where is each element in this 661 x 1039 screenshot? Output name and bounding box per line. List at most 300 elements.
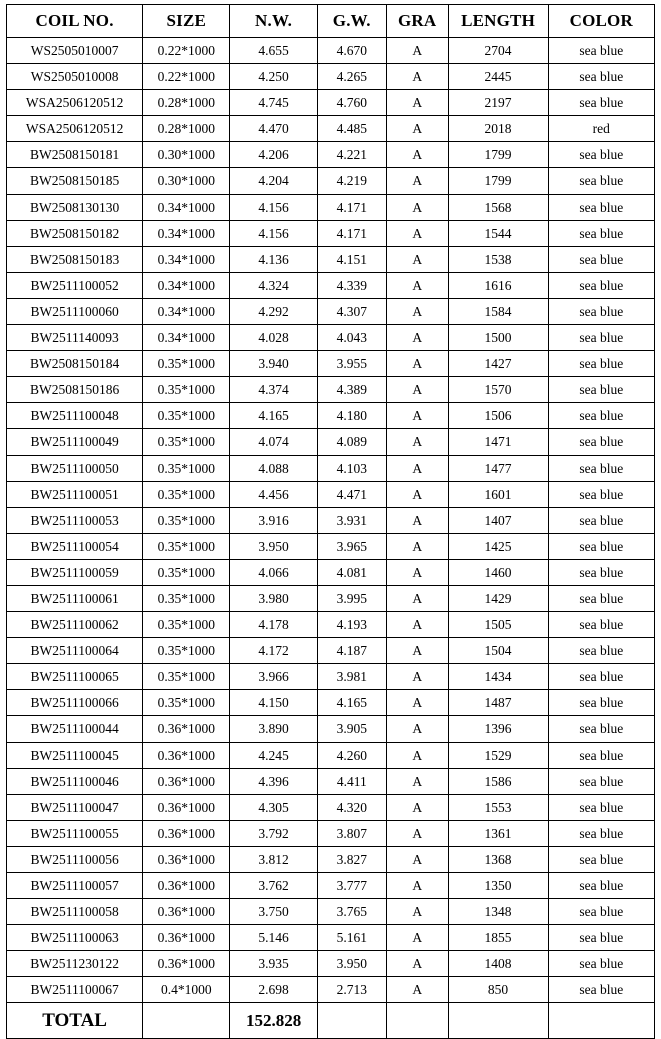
cell-gw: 4.307 bbox=[317, 298, 386, 324]
cell-nw: 4.150 bbox=[230, 690, 317, 716]
cell-coil-no: BW2508150181 bbox=[7, 142, 143, 168]
cell-gra: A bbox=[386, 585, 448, 611]
cell-nw: 4.250 bbox=[230, 64, 317, 90]
cell-size: 0.35*1000 bbox=[143, 638, 230, 664]
cell-nw: 4.156 bbox=[230, 220, 317, 246]
cell-nw: 4.292 bbox=[230, 298, 317, 324]
cell-length: 1586 bbox=[448, 768, 548, 794]
cell-length: 1601 bbox=[448, 481, 548, 507]
cell-color: sea blue bbox=[548, 246, 654, 272]
cell-length: 1855 bbox=[448, 925, 548, 951]
table-row bbox=[7, 168, 655, 194]
cell-length: 1487 bbox=[448, 690, 548, 716]
total-gra bbox=[386, 1003, 448, 1039]
cell-color: sea blue bbox=[548, 377, 654, 403]
cell-color: sea blue bbox=[548, 168, 654, 194]
cell-length: 1584 bbox=[448, 298, 548, 324]
cell-coil-no: BW2511100064 bbox=[7, 638, 143, 664]
cell-gw: 4.219 bbox=[317, 168, 386, 194]
cell-gra: A bbox=[386, 481, 448, 507]
cell-color: sea blue bbox=[548, 638, 654, 664]
cell-gra: A bbox=[386, 64, 448, 90]
cell-color: sea blue bbox=[548, 612, 654, 638]
cell-nw: 3.750 bbox=[230, 899, 317, 925]
cell-length: 2704 bbox=[448, 38, 548, 64]
cell-nw: 4.172 bbox=[230, 638, 317, 664]
cell-nw: 4.655 bbox=[230, 38, 317, 64]
cell-coil-no: BW2511100051 bbox=[7, 481, 143, 507]
table-row bbox=[7, 899, 655, 925]
cell-gra: A bbox=[386, 38, 448, 64]
cell-gw: 4.320 bbox=[317, 794, 386, 820]
cell-gra: A bbox=[386, 220, 448, 246]
cell-color: sea blue bbox=[548, 325, 654, 351]
cell-size: 0.4*1000 bbox=[143, 977, 230, 1003]
cell-coil-no: BW2511100050 bbox=[7, 455, 143, 481]
cell-color: sea blue bbox=[548, 873, 654, 899]
cell-size: 0.30*1000 bbox=[143, 168, 230, 194]
cell-size: 0.36*1000 bbox=[143, 846, 230, 872]
cell-length: 1350 bbox=[448, 873, 548, 899]
table-row bbox=[7, 377, 655, 403]
cell-gw: 3.777 bbox=[317, 873, 386, 899]
cell-length: 1429 bbox=[448, 585, 548, 611]
cell-nw: 5.146 bbox=[230, 925, 317, 951]
cell-gra: A bbox=[386, 533, 448, 559]
cell-gra: A bbox=[386, 168, 448, 194]
cell-size: 0.36*1000 bbox=[143, 768, 230, 794]
cell-gra: A bbox=[386, 455, 448, 481]
table-row bbox=[7, 429, 655, 455]
cell-gw: 5.161 bbox=[317, 925, 386, 951]
total-gw bbox=[317, 1003, 386, 1039]
cell-gra: A bbox=[386, 925, 448, 951]
cell-gra: A bbox=[386, 794, 448, 820]
cell-length: 1427 bbox=[448, 351, 548, 377]
cell-size: 0.34*1000 bbox=[143, 194, 230, 220]
cell-size: 0.34*1000 bbox=[143, 220, 230, 246]
cell-length: 1799 bbox=[448, 168, 548, 194]
cell-gra: A bbox=[386, 351, 448, 377]
cell-color: sea blue bbox=[548, 64, 654, 90]
cell-size: 0.28*1000 bbox=[143, 116, 230, 142]
cell-size: 0.35*1000 bbox=[143, 455, 230, 481]
cell-nw: 4.374 bbox=[230, 377, 317, 403]
cell-gra: A bbox=[386, 951, 448, 977]
cell-coil-no: WS2505010008 bbox=[7, 64, 143, 90]
cell-coil-no: BW2511100049 bbox=[7, 429, 143, 455]
table-row bbox=[7, 559, 655, 585]
cell-gra: A bbox=[386, 664, 448, 690]
table-row bbox=[7, 873, 655, 899]
table-body bbox=[7, 38, 655, 1003]
cell-coil-no: BW2508150184 bbox=[7, 351, 143, 377]
cell-nw: 3.916 bbox=[230, 507, 317, 533]
cell-length: 1506 bbox=[448, 403, 548, 429]
cell-gra: A bbox=[386, 638, 448, 664]
column-header-nw: N.W. bbox=[230, 5, 317, 38]
cell-color: sea blue bbox=[548, 742, 654, 768]
cell-gra: A bbox=[386, 559, 448, 585]
cell-coil-no: BW2508150183 bbox=[7, 246, 143, 272]
cell-nw: 4.178 bbox=[230, 612, 317, 638]
cell-gw: 4.043 bbox=[317, 325, 386, 351]
cell-gw: 4.151 bbox=[317, 246, 386, 272]
table-row bbox=[7, 194, 655, 220]
cell-coil-no: BW2511100047 bbox=[7, 794, 143, 820]
cell-gw: 3.981 bbox=[317, 664, 386, 690]
cell-size: 0.36*1000 bbox=[143, 951, 230, 977]
cell-gw: 4.389 bbox=[317, 377, 386, 403]
cell-gra: A bbox=[386, 90, 448, 116]
column-header-length: LENGTH bbox=[448, 5, 548, 38]
cell-length: 1407 bbox=[448, 507, 548, 533]
table-row bbox=[7, 612, 655, 638]
cell-color: sea blue bbox=[548, 298, 654, 324]
cell-gw: 4.089 bbox=[317, 429, 386, 455]
cell-color: sea blue bbox=[548, 455, 654, 481]
cell-coil-no: BW2511100066 bbox=[7, 690, 143, 716]
cell-color: sea blue bbox=[548, 90, 654, 116]
cell-color: sea blue bbox=[548, 899, 654, 925]
cell-size: 0.35*1000 bbox=[143, 403, 230, 429]
cell-length: 1425 bbox=[448, 533, 548, 559]
column-header-size: SIZE bbox=[143, 5, 230, 38]
column-header-coil-no: COIL NO. bbox=[7, 5, 143, 38]
cell-coil-no: BW2511100054 bbox=[7, 533, 143, 559]
cell-color: sea blue bbox=[548, 507, 654, 533]
table-row bbox=[7, 716, 655, 742]
cell-nw: 3.762 bbox=[230, 873, 317, 899]
cell-gw: 4.339 bbox=[317, 272, 386, 298]
cell-gw: 4.760 bbox=[317, 90, 386, 116]
cell-nw: 4.324 bbox=[230, 272, 317, 298]
cell-gw: 4.670 bbox=[317, 38, 386, 64]
cell-size: 0.35*1000 bbox=[143, 559, 230, 585]
cell-length: 1434 bbox=[448, 664, 548, 690]
cell-length: 1471 bbox=[448, 429, 548, 455]
cell-nw: 3.890 bbox=[230, 716, 317, 742]
cell-nw: 4.028 bbox=[230, 325, 317, 351]
table-row bbox=[7, 820, 655, 846]
cell-length: 1616 bbox=[448, 272, 548, 298]
cell-length: 1538 bbox=[448, 246, 548, 272]
cell-nw: 4.206 bbox=[230, 142, 317, 168]
cell-size: 0.36*1000 bbox=[143, 899, 230, 925]
cell-size: 0.36*1000 bbox=[143, 873, 230, 899]
cell-nw: 4.136 bbox=[230, 246, 317, 272]
table-row bbox=[7, 272, 655, 298]
cell-gra: A bbox=[386, 298, 448, 324]
table-row bbox=[7, 90, 655, 116]
column-header-gw: G.W. bbox=[317, 5, 386, 38]
cell-size: 0.36*1000 bbox=[143, 716, 230, 742]
cell-gra: A bbox=[386, 403, 448, 429]
cell-color: sea blue bbox=[548, 38, 654, 64]
cell-color: sea blue bbox=[548, 820, 654, 846]
cell-color: sea blue bbox=[548, 272, 654, 298]
cell-gw: 3.807 bbox=[317, 820, 386, 846]
cell-gw: 4.171 bbox=[317, 194, 386, 220]
cell-coil-no: BW2511100060 bbox=[7, 298, 143, 324]
cell-gw: 3.931 bbox=[317, 507, 386, 533]
table-row bbox=[7, 246, 655, 272]
cell-length: 2197 bbox=[448, 90, 548, 116]
cell-size: 0.36*1000 bbox=[143, 925, 230, 951]
table-row bbox=[7, 142, 655, 168]
cell-coil-no: WSA2506120512 bbox=[7, 90, 143, 116]
total-label: TOTAL bbox=[7, 1003, 143, 1039]
cell-gra: A bbox=[386, 977, 448, 1003]
cell-color: sea blue bbox=[548, 794, 654, 820]
cell-nw: 3.935 bbox=[230, 951, 317, 977]
cell-coil-no: BW2511140093 bbox=[7, 325, 143, 351]
cell-nw: 4.456 bbox=[230, 481, 317, 507]
cell-size: 0.35*1000 bbox=[143, 690, 230, 716]
cell-size: 0.34*1000 bbox=[143, 325, 230, 351]
cell-gw: 4.471 bbox=[317, 481, 386, 507]
table-row bbox=[7, 533, 655, 559]
table-row bbox=[7, 351, 655, 377]
cell-gra: A bbox=[386, 507, 448, 533]
cell-color: red bbox=[548, 116, 654, 142]
cell-size: 0.35*1000 bbox=[143, 377, 230, 403]
cell-gw: 3.905 bbox=[317, 716, 386, 742]
cell-color: sea blue bbox=[548, 977, 654, 1003]
cell-nw: 3.812 bbox=[230, 846, 317, 872]
cell-nw: 3.792 bbox=[230, 820, 317, 846]
cell-size: 0.28*1000 bbox=[143, 90, 230, 116]
cell-color: sea blue bbox=[548, 559, 654, 585]
cell-gw: 3.950 bbox=[317, 951, 386, 977]
cell-coil-no: BW2511100055 bbox=[7, 820, 143, 846]
cell-gra: A bbox=[386, 820, 448, 846]
cell-gra: A bbox=[386, 768, 448, 794]
cell-color: sea blue bbox=[548, 664, 654, 690]
table-row bbox=[7, 768, 655, 794]
cell-color: sea blue bbox=[548, 142, 654, 168]
cell-color: sea blue bbox=[548, 768, 654, 794]
cell-nw: 4.305 bbox=[230, 794, 317, 820]
cell-coil-no: BW2508150182 bbox=[7, 220, 143, 246]
cell-gw: 4.165 bbox=[317, 690, 386, 716]
cell-coil-no: BW2511100063 bbox=[7, 925, 143, 951]
cell-gra: A bbox=[386, 246, 448, 272]
cell-gw: 4.103 bbox=[317, 455, 386, 481]
cell-length: 1568 bbox=[448, 194, 548, 220]
cell-length: 1368 bbox=[448, 846, 548, 872]
cell-length: 1544 bbox=[448, 220, 548, 246]
cell-color: sea blue bbox=[548, 194, 654, 220]
cell-coil-no: BW2511100057 bbox=[7, 873, 143, 899]
table-row bbox=[7, 925, 655, 951]
cell-color: sea blue bbox=[548, 481, 654, 507]
cell-nw: 3.940 bbox=[230, 351, 317, 377]
cell-gra: A bbox=[386, 272, 448, 298]
table-row bbox=[7, 742, 655, 768]
cell-size: 0.36*1000 bbox=[143, 794, 230, 820]
header-row bbox=[7, 5, 655, 38]
cell-gw: 4.081 bbox=[317, 559, 386, 585]
cell-nw: 4.245 bbox=[230, 742, 317, 768]
cell-color: sea blue bbox=[548, 716, 654, 742]
cell-coil-no: BW2511100048 bbox=[7, 403, 143, 429]
cell-coil-no: WS2505010007 bbox=[7, 38, 143, 64]
cell-color: sea blue bbox=[548, 925, 654, 951]
cell-length: 850 bbox=[448, 977, 548, 1003]
cell-coil-no: BW2511100061 bbox=[7, 585, 143, 611]
cell-size: 0.36*1000 bbox=[143, 820, 230, 846]
cell-gra: A bbox=[386, 612, 448, 638]
column-header-gra: GRA bbox=[386, 5, 448, 38]
cell-size: 0.35*1000 bbox=[143, 507, 230, 533]
cell-length: 1570 bbox=[448, 377, 548, 403]
cell-gra: A bbox=[386, 846, 448, 872]
cell-nw: 3.950 bbox=[230, 533, 317, 559]
cell-gw: 3.995 bbox=[317, 585, 386, 611]
cell-gra: A bbox=[386, 899, 448, 925]
cell-length: 1477 bbox=[448, 455, 548, 481]
cell-gra: A bbox=[386, 742, 448, 768]
table-row bbox=[7, 507, 655, 533]
cell-nw: 4.204 bbox=[230, 168, 317, 194]
cell-coil-no: BW2511100056 bbox=[7, 846, 143, 872]
cell-gra: A bbox=[386, 873, 448, 899]
table-row bbox=[7, 116, 655, 142]
cell-gra: A bbox=[386, 377, 448, 403]
cell-size: 0.34*1000 bbox=[143, 298, 230, 324]
table-row bbox=[7, 664, 655, 690]
cell-size: 0.22*1000 bbox=[143, 38, 230, 64]
total-nw: 152.828 bbox=[230, 1003, 317, 1039]
table-row bbox=[7, 481, 655, 507]
table-row bbox=[7, 38, 655, 64]
table-row bbox=[7, 64, 655, 90]
cell-size: 0.22*1000 bbox=[143, 64, 230, 90]
total-color bbox=[548, 1003, 654, 1039]
cell-length: 1408 bbox=[448, 951, 548, 977]
cell-size: 0.35*1000 bbox=[143, 351, 230, 377]
cell-nw: 3.966 bbox=[230, 664, 317, 690]
cell-color: sea blue bbox=[548, 846, 654, 872]
cell-color: sea blue bbox=[548, 351, 654, 377]
cell-size: 0.34*1000 bbox=[143, 246, 230, 272]
cell-nw: 4.165 bbox=[230, 403, 317, 429]
cell-gra: A bbox=[386, 116, 448, 142]
cell-size: 0.35*1000 bbox=[143, 612, 230, 638]
cell-nw: 4.470 bbox=[230, 116, 317, 142]
cell-gw: 4.193 bbox=[317, 612, 386, 638]
table-row bbox=[7, 794, 655, 820]
cell-coil-no: BW2511100046 bbox=[7, 768, 143, 794]
cell-coil-no: BW2508130130 bbox=[7, 194, 143, 220]
cell-gw: 4.411 bbox=[317, 768, 386, 794]
coil-summary-table bbox=[6, 4, 655, 1039]
cell-size: 0.35*1000 bbox=[143, 481, 230, 507]
cell-nw: 4.088 bbox=[230, 455, 317, 481]
cell-coil-no: BW2511100053 bbox=[7, 507, 143, 533]
table-row bbox=[7, 403, 655, 429]
total-size bbox=[143, 1003, 230, 1039]
cell-size: 0.35*1000 bbox=[143, 585, 230, 611]
cell-nw: 4.074 bbox=[230, 429, 317, 455]
cell-coil-no: BW2511100058 bbox=[7, 899, 143, 925]
cell-color: sea blue bbox=[548, 403, 654, 429]
cell-nw: 4.396 bbox=[230, 768, 317, 794]
cell-length: 1504 bbox=[448, 638, 548, 664]
cell-gw: 3.955 bbox=[317, 351, 386, 377]
cell-gra: A bbox=[386, 194, 448, 220]
cell-gw: 4.171 bbox=[317, 220, 386, 246]
cell-nw: 3.980 bbox=[230, 585, 317, 611]
cell-gw: 4.221 bbox=[317, 142, 386, 168]
cell-size: 0.36*1000 bbox=[143, 742, 230, 768]
cell-gra: A bbox=[386, 325, 448, 351]
cell-color: sea blue bbox=[548, 220, 654, 246]
column-header-color: COLOR bbox=[548, 5, 654, 38]
cell-nw: 4.156 bbox=[230, 194, 317, 220]
cell-size: 0.34*1000 bbox=[143, 272, 230, 298]
cell-length: 1799 bbox=[448, 142, 548, 168]
cell-length: 1529 bbox=[448, 742, 548, 768]
cell-gra: A bbox=[386, 429, 448, 455]
cell-length: 1348 bbox=[448, 899, 548, 925]
table-row bbox=[7, 638, 655, 664]
cell-length: 2445 bbox=[448, 64, 548, 90]
cell-coil-no: BW2511100045 bbox=[7, 742, 143, 768]
cell-coil-no: WSA2506120512 bbox=[7, 116, 143, 142]
cell-coil-no: BW2511100065 bbox=[7, 664, 143, 690]
cell-color: sea blue bbox=[548, 690, 654, 716]
cell-gra: A bbox=[386, 690, 448, 716]
cell-gw: 3.965 bbox=[317, 533, 386, 559]
cell-gw: 4.265 bbox=[317, 64, 386, 90]
cell-gw: 4.260 bbox=[317, 742, 386, 768]
cell-length: 1553 bbox=[448, 794, 548, 820]
cell-color: sea blue bbox=[548, 585, 654, 611]
cell-nw: 4.066 bbox=[230, 559, 317, 585]
cell-color: sea blue bbox=[548, 429, 654, 455]
cell-size: 0.35*1000 bbox=[143, 533, 230, 559]
cell-gra: A bbox=[386, 142, 448, 168]
cell-gw: 4.187 bbox=[317, 638, 386, 664]
cell-length: 1396 bbox=[448, 716, 548, 742]
cell-coil-no: BW2511100044 bbox=[7, 716, 143, 742]
table-row bbox=[7, 220, 655, 246]
table-row bbox=[7, 298, 655, 324]
cell-gw: 4.180 bbox=[317, 403, 386, 429]
cell-coil-no: BW2511100062 bbox=[7, 612, 143, 638]
cell-coil-no: BW2511100067 bbox=[7, 977, 143, 1003]
cell-coil-no: BW2508150185 bbox=[7, 168, 143, 194]
table-row bbox=[7, 455, 655, 481]
cell-length: 1505 bbox=[448, 612, 548, 638]
cell-length: 1460 bbox=[448, 559, 548, 585]
cell-gw: 3.765 bbox=[317, 899, 386, 925]
cell-size: 0.30*1000 bbox=[143, 142, 230, 168]
cell-color: sea blue bbox=[548, 951, 654, 977]
cell-coil-no: BW2511230122 bbox=[7, 951, 143, 977]
cell-length: 2018 bbox=[448, 116, 548, 142]
cell-gw: 4.485 bbox=[317, 116, 386, 142]
cell-size: 0.35*1000 bbox=[143, 429, 230, 455]
cell-length: 1361 bbox=[448, 820, 548, 846]
cell-coil-no: BW2511100059 bbox=[7, 559, 143, 585]
total-length bbox=[448, 1003, 548, 1039]
table-row bbox=[7, 585, 655, 611]
cell-length: 1500 bbox=[448, 325, 548, 351]
cell-size: 0.35*1000 bbox=[143, 664, 230, 690]
